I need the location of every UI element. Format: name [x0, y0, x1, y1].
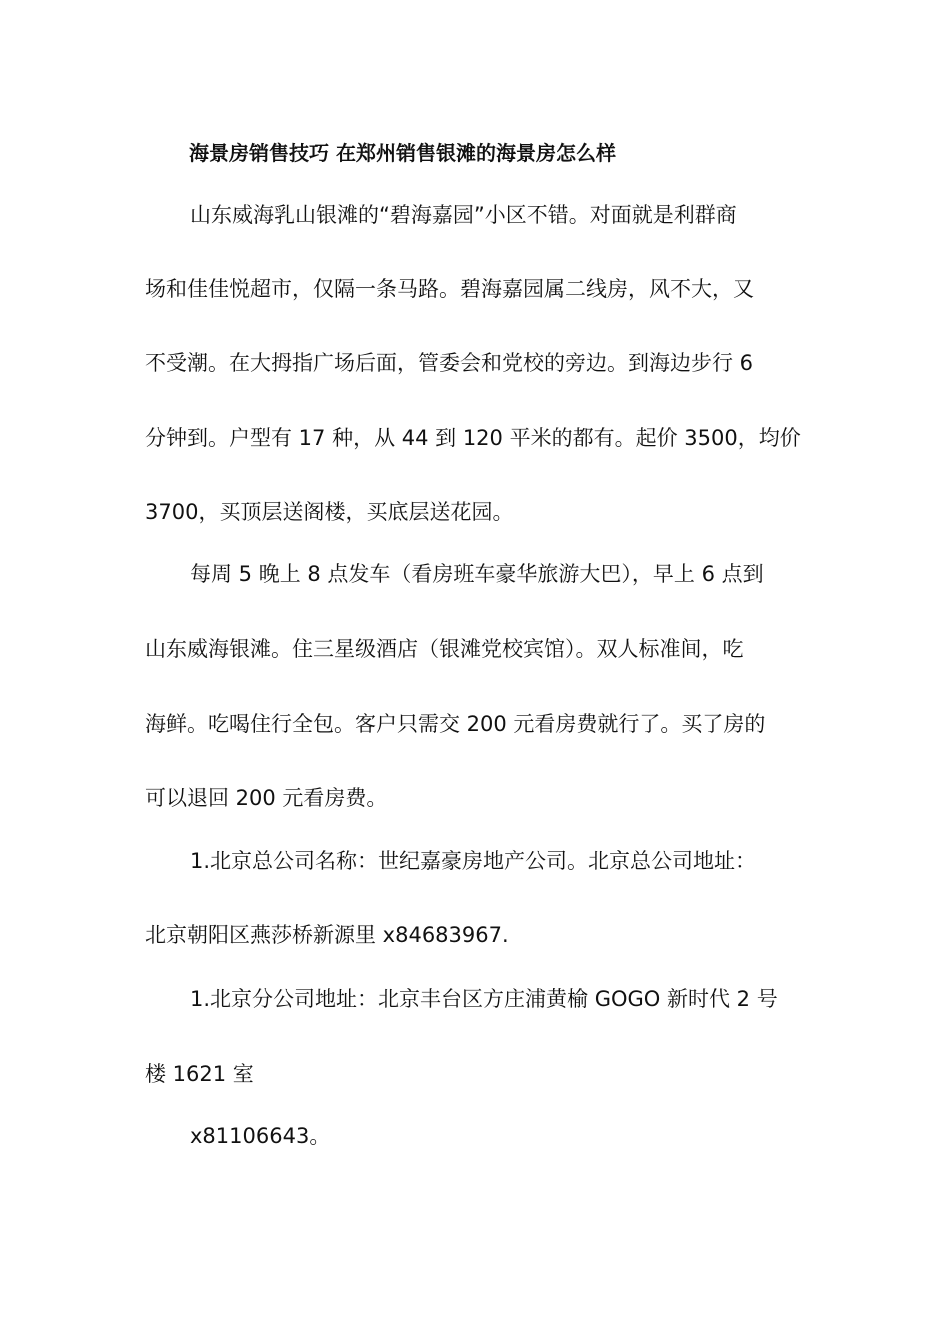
paragraph-4-line-2: 楼 1621 室	[145, 1062, 254, 1086]
paragraph-1-line-3: 不受潮。在大拇指广场后面，管委会和党校的旁边。到海边步行 6	[145, 351, 754, 375]
paragraph-1-line-2: 场和佳佳悦超市，仅隔一条马路。碧海嘉园属二线房，风不大，又	[145, 277, 754, 301]
paragraph-1-line-4: 分钟到。户型有 17 种，从 44 到 120 平米的都有。起价 3500，均价	[145, 426, 801, 450]
paragraph-3-line-1: 1.北京总公司名称：世纪嘉豪房地产公司。北京总公司地址：	[190, 849, 757, 873]
paragraph-1-line-1: 山东威海乳山银滩的“碧海嘉园”小区不错。对面就是利群商	[190, 203, 737, 227]
paragraph-2-line-3: 海鲜。吃喝住行全包。客户只需交 200 元看房费就行了。买了房的	[145, 712, 766, 736]
paragraph-1-line-5: 3700，买顶层送阁楼，买底层送花园。	[145, 500, 514, 524]
document-title: 海景房销售技巧 在郑州销售银滩的海景房怎么样	[189, 141, 616, 165]
paragraph-5-line-1: x81106643。	[190, 1124, 331, 1148]
paragraph-3-line-2: 北京朝阳区燕莎桥新源里 x84683967.	[145, 923, 509, 947]
paragraph-2-line-1: 每周 5 晚上 8 点发车（看房班车豪华旅游大巴），早上 6 点到	[190, 562, 764, 586]
paragraph-4-line-1: 1.北京分公司地址：北京丰台区方庄浦黄榆 GOGO 新时代 2 号	[190, 987, 778, 1011]
paragraph-2-line-2: 山东威海银滩。住三星级酒店（银滩党校宾馆）。双人标准间，吃	[145, 637, 744, 661]
paragraph-2-line-4: 可以退回 200 元看房费。	[145, 786, 388, 810]
